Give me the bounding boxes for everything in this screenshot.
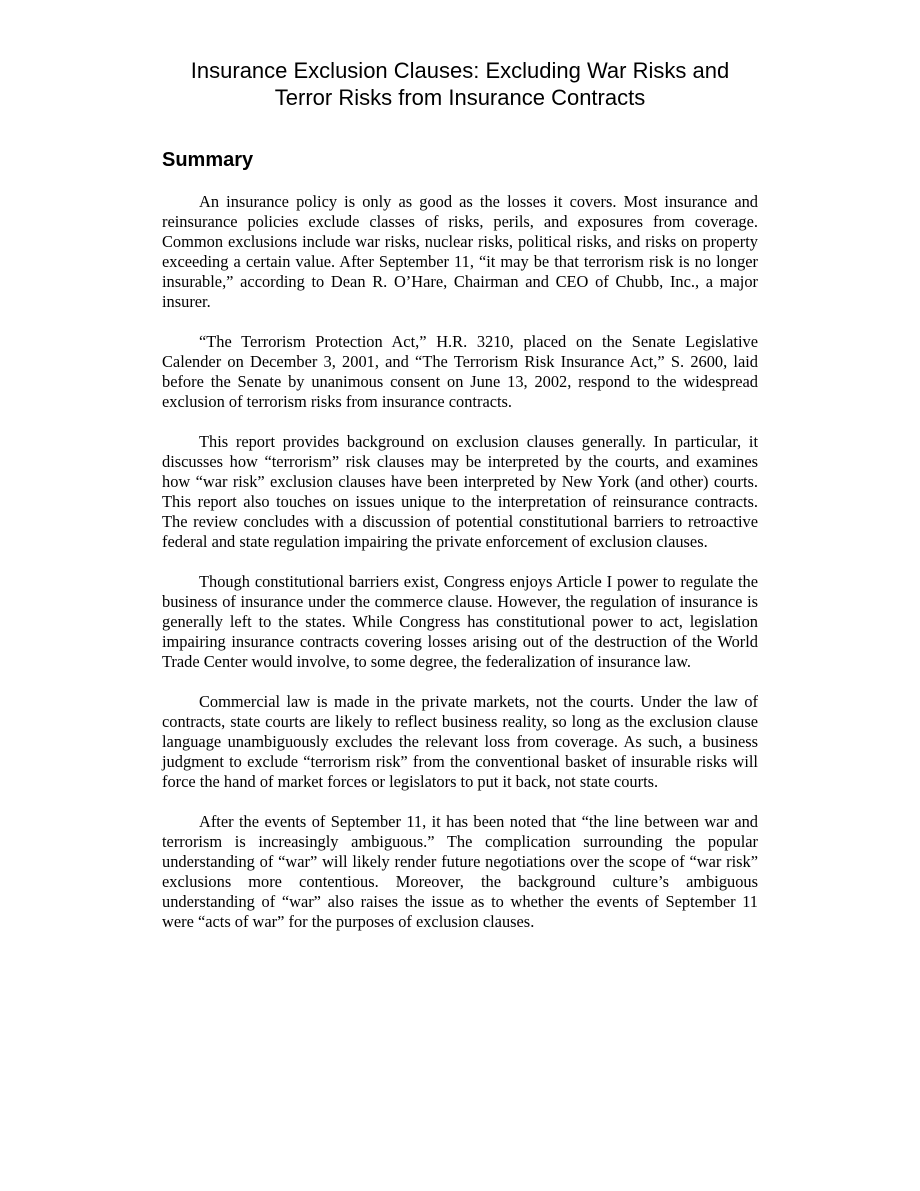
paragraph-3: This report provides background on exclusion clauses generally. In particular, it discusses how “terrorism” risk clauses may be interpreted by the courts, and examines how “war risk” exclusion clauses have been interpreted by New York (and other) courts. This report also touches on issues unique to the interpretation of reinsurance contracts. The review concludes with a discussion of potential constitutional barriers to retroactive federal and state regulation impairing the private enforcement of exclusion clauses. <box>162 432 758 551</box>
paragraph-4: Though constitutional barriers exist, Congress enjoys Article I power to regulate the business of insurance under the commerce clause. However, the regulation of insurance is generally left to the states. While Congress has constitutional power to act, legislation impairing insurance contracts covering losses arising out of the destruction of the World Trade Center would involve, to some degree, the federalization of insurance law. <box>162 572 758 671</box>
paragraph-2: “The Terrorism Protection Act,” H.R. 3210, placed on the Senate Legislative Calender on December 3, 2001, and “The Terrorism Risk Insurance Act,” S. 2600, laid before the Senate by unanimous consent on June 13, 2002, respond to the widespread exclusion of terrorism risks from insurance contracts. <box>162 332 758 411</box>
section-heading: Summary <box>162 149 254 171</box>
title-line-1: Insurance Exclusion Clauses: Excluding War Risks and <box>190 58 730 83</box>
title-line-2: Terror Risks from Insurance Contracts <box>274 85 646 110</box>
paragraph-6: After the events of September 11, it has been noted that “the line between war and terrorism is increasingly ambiguous.” The complication surrounding the popular understanding of “war” will likely render future negotiations over the scope of “war risk” exclusions more contentious. Moreover, the background culture’s ambiguous understanding of “war” also raises the issue as to whether the events of September 11 were “acts of war” for the purposes of exclusion clauses. <box>162 812 758 931</box>
summary-body <box>162 192 758 952</box>
paragraph-5: Commercial law is made in the private markets, not the courts. Under the law of contracts, state courts are likely to reflect business reality, so long as the exclusion clause language unambiguously excludes the relevant loss from coverage. As such, a business judgment to exclude “terrorism risk” from the conventional basket of insurable risks will force the hand of market forces or legislators to put it back, not state courts. <box>162 692 758 791</box>
document-title <box>140 57 780 111</box>
paragraph-1: An insurance policy is only as good as the losses it covers. Most insurance and reinsurance policies exclude classes of risks, perils, and exposures from coverage. Common exclusions include war risks, nuclear risks, political risks, and risks on property exceeding a certain value. After September 11, “it may be that terrorism risk is no longer insurable,” according to Dean R. O’Hare, Chairman and CEO of Chubb, Inc., a major insurer. <box>162 192 758 311</box>
